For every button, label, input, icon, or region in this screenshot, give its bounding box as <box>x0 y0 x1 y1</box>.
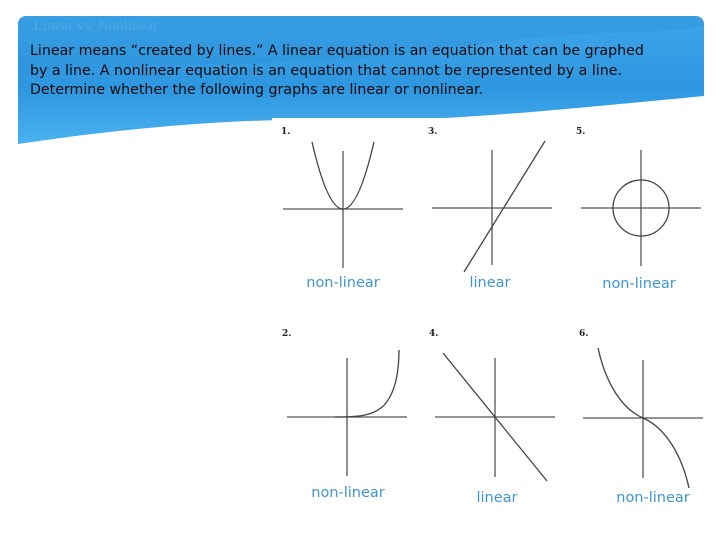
graph-6-answer: non-linear <box>616 490 690 506</box>
graph-2-number: 2. <box>282 329 292 339</box>
intro-line-1: Linear means “created by lines.” A linear equation is an equation that can be graphed <box>30 43 644 59</box>
graph-5-number: 5. <box>576 127 586 137</box>
graph-5 <box>576 127 701 292</box>
graph-3-answer: linear <box>469 275 511 291</box>
graph-3 <box>428 127 552 291</box>
graph-3-number: 3. <box>428 127 438 137</box>
graph-4 <box>429 329 555 506</box>
graph-6 <box>579 329 703 506</box>
graph-1 <box>281 127 403 291</box>
graph-6-number: 6. <box>579 329 589 339</box>
graph-5-answer: non-linear <box>602 276 676 292</box>
slide-title: Linear vs. Nonlinear <box>34 18 158 34</box>
intro-line-3: Determine whether the following graphs are linear or nonlinear. <box>30 82 484 98</box>
graph-3-curve <box>464 141 545 272</box>
graph-2-answer: non-linear <box>311 485 385 501</box>
graph-1-answer: non-linear <box>306 275 380 291</box>
graph-2 <box>282 329 407 501</box>
graph-4-answer: linear <box>476 490 518 506</box>
intro-line-2: by a line. A nonlinear equation is an equation that cannot be represented by a line. <box>30 62 622 79</box>
graph-4-number: 4. <box>429 329 439 339</box>
graph-2-curve <box>335 350 399 417</box>
graph-1-number: 1. <box>281 127 291 137</box>
